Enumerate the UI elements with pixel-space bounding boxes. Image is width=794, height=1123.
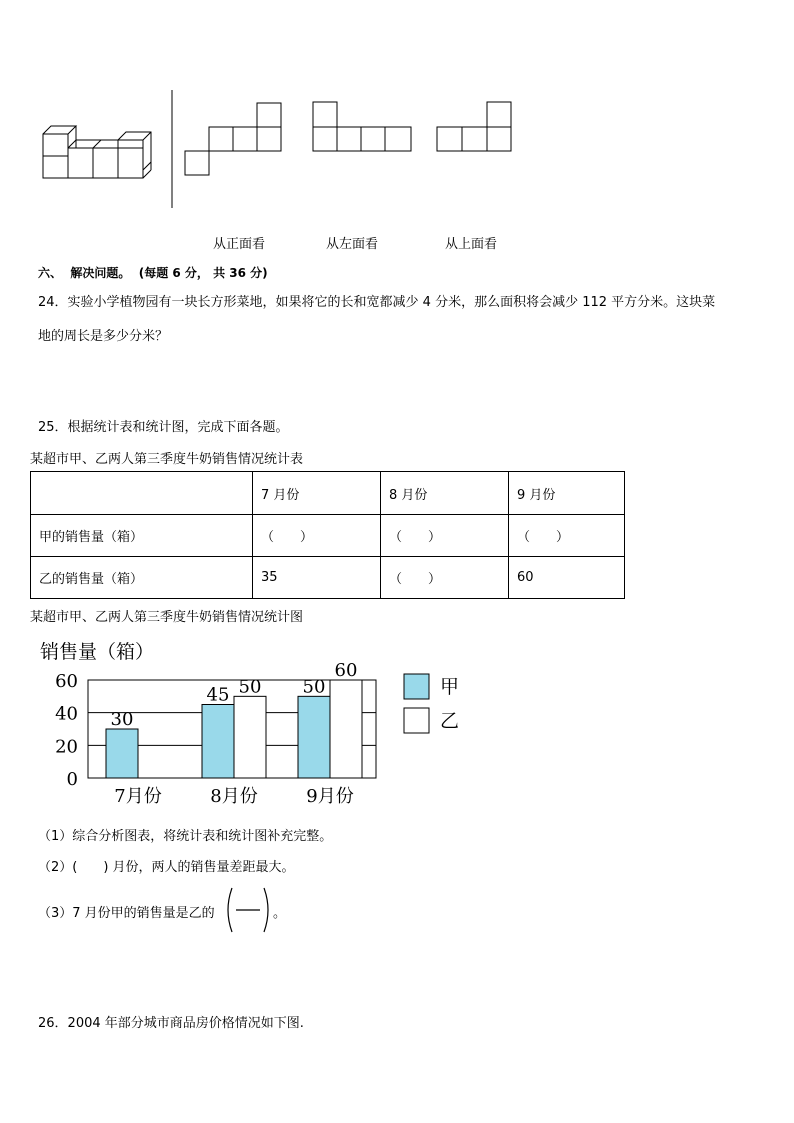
y-tick-label: 0	[66, 769, 78, 790]
table-cell: （ ）	[509, 515, 625, 557]
front-view-drawing	[185, 103, 281, 175]
cube-stack-drawing	[43, 126, 151, 178]
front-view-label: 从正面看	[213, 237, 266, 252]
table-header-row	[31, 472, 625, 515]
data-label: 30	[110, 709, 134, 730]
bar	[330, 680, 362, 778]
table-cell: 9 月份	[509, 472, 625, 515]
q24-line1: 24．实验小学植物园有一块长方形菜地，如果将它的长和宽都减少 4 分米，那么面积将会减少 112 平方分米。这块菜	[38, 295, 716, 310]
y-tick-label: 40	[55, 703, 78, 725]
table-cell: 60	[509, 557, 625, 599]
q25-sub3-suffix: 。	[273, 906, 287, 921]
table-cell: 7 月份	[253, 472, 381, 515]
left-view-drawing	[313, 102, 411, 151]
statistics-table	[30, 471, 625, 599]
table-cell: 甲的销售量（箱）	[31, 515, 253, 557]
q25-intro: 25．根据统计表和统计图，完成下面各题。	[38, 420, 289, 435]
bar	[202, 705, 234, 779]
chart-title: 某超市甲、乙两人第三季度牛奶销售情况统计图	[30, 610, 304, 625]
x-tick-label: 9月份	[306, 786, 354, 807]
table-cell: （ ）	[253, 515, 381, 557]
three-view-figure	[0, 0, 794, 260]
data-label: 50	[238, 676, 262, 698]
bar-chart	[0, 630, 794, 810]
legend-label: 乙	[440, 710, 460, 732]
table-cell	[31, 472, 253, 515]
data-label: 60	[334, 660, 358, 681]
x-tick-label: 8月份	[210, 786, 258, 807]
table-row	[31, 557, 625, 599]
data-label: 50	[302, 676, 326, 698]
table-cell: （ ）	[381, 557, 509, 599]
legend-swatch	[404, 708, 429, 733]
q25-sub3-prefix: （3）7 月份甲的销售量是乙的	[38, 906, 215, 921]
section-title: 六、 解决问题。 (每题 6 分， 共 36 分)	[38, 266, 268, 280]
y-tick-label: 20	[55, 736, 78, 758]
q26-text: 26．2004 年部分城市商品房价格情况如下图.	[38, 1016, 304, 1031]
table-cell: 8 月份	[381, 472, 509, 515]
left-view-label: 从左面看	[326, 237, 379, 252]
y-axis-label: 销售量（箱）	[40, 641, 155, 663]
table-cell: （ ）	[381, 515, 509, 557]
q25-sub2: （2）( ) 月份，两人的销售量差距最大。	[38, 860, 295, 875]
table-cell: 乙的销售量（箱）	[31, 557, 253, 599]
bar	[234, 696, 266, 778]
data-label: 45	[206, 684, 230, 706]
top-view-label: 从上面看	[445, 237, 498, 252]
q24-line2: 地的周长是多少分米？	[38, 329, 169, 344]
legend-label: 甲	[440, 676, 460, 698]
x-tick-label: 7月份	[114, 786, 162, 807]
q25-sub1: （1）综合分析图表，将统计表和统计图补充完整。	[38, 829, 333, 844]
table-cell: 35	[253, 557, 381, 599]
y-tick-label: 60	[55, 671, 78, 692]
legend-swatch	[404, 674, 429, 699]
top-view-drawing	[437, 102, 511, 151]
table-row	[31, 515, 625, 557]
bar	[106, 729, 138, 778]
bar	[298, 696, 330, 778]
table-title: 某超市甲、乙两人第三季度牛奶销售情况统计表	[30, 452, 304, 467]
